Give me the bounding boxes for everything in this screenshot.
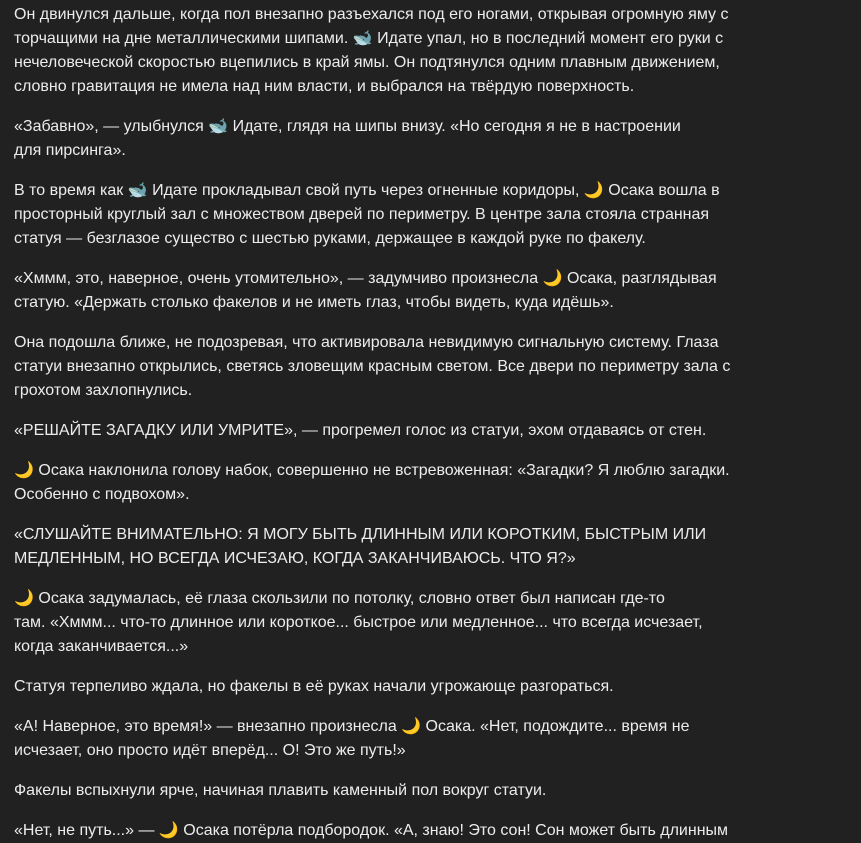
text-line: «Хммм, это, наверное, очень утомительно», — задумчиво произнесла 🌙 Осака, разглядывая <box>14 270 717 287</box>
paragraph <box>14 715 861 763</box>
text-line: «Нет, не путь...» — 🌙 Осака потёрла подбородок. «А, знаю! Это сон! Сон может быть длинным <box>14 822 729 839</box>
paragraph <box>14 419 861 443</box>
text-line: «А! Наверное, это время!» — внезапно произнесла 🌙 Осака. «Нет, подождите... время не <box>14 718 690 735</box>
text-line: статуя — безглазое существо с шестью руками, держащее в каждой руке по факелу. <box>14 230 646 247</box>
text-line: «РЕШАЙТЕ ЗАГАДКУ ИЛИ УМРИТЕ», — прогремел голос из статуи, эхом отдаваясь от стен. <box>14 422 707 439</box>
text-line: Статуя терпеливо ждала, но факелы в её руках начали угрожающе разгораться. <box>14 678 614 695</box>
text-line: Особенно с подвохом». <box>14 486 190 503</box>
text-line: 🌙 Осака наклонила голову набок, совершенно не встревоженная: «Загадки? Я люблю загадки. <box>14 462 730 479</box>
paragraph <box>14 267 861 315</box>
text-line: торчащими на дне металлическими шипами. 🐋 Идате упал, но в последний момент его руки с <box>14 30 724 47</box>
text-line: Факелы вспыхнули ярче, начиная плавить каменный пол вокруг статуи. <box>14 782 547 799</box>
text-line: исчезает, оно просто идёт вперёд... О! Это же путь!» <box>14 742 406 759</box>
text-line: нечеловеческой скоростью вцепились в край ямы. Он подтянулся одним плавным движением, <box>14 54 720 71</box>
paragraph <box>14 115 861 163</box>
paragraph <box>14 331 861 403</box>
text-line: когда заканчивается...» <box>14 638 189 655</box>
text-line: для пирсинга». <box>14 142 126 159</box>
text-line: там. «Хммм... что-то длинное или короткое... быстрое или медленное... что всегда исчезает, <box>14 614 703 631</box>
paragraph <box>14 523 861 571</box>
paragraph <box>14 179 861 251</box>
paragraph <box>14 587 861 659</box>
text-line: грохотом захлопнулись. <box>14 382 193 399</box>
paragraph <box>14 459 861 507</box>
text-line: В то время как 🐋 Идате прокладывал свой путь через огненные коридоры, 🌙 Осака вошла в <box>14 182 720 199</box>
text-line: статую. «Держать столько факелов и не иметь глаз, чтобы видеть, куда идёшь». <box>14 294 614 311</box>
text-line: статуи внезапно открылись, светясь зловещим красным светом. Все двери по периметру зала с <box>14 358 731 375</box>
text-line: МЕДЛЕННЫМ, НО ВСЕГДА ИСЧЕЗАЮ, КОГДА ЗАКАНЧИВАЮСЬ. ЧТО Я?» <box>14 550 576 567</box>
text-line: «СЛУШАЙТЕ ВНИМАТЕЛЬНО: Я МОГУ БЫТЬ ДЛИННЫМ ИЛИ КОРОТКИМ, БЫСТРЫМ ИЛИ <box>14 526 707 543</box>
text-line: «Забавно», — улыбнулся 🐋 Идате, глядя на шипы внизу. «Но сегодня я не в настроении <box>14 118 681 135</box>
paragraph <box>14 3 861 99</box>
text-line: Он двинулся дальше, когда пол внезапно разъехался под его ногами, открывая огромную яму с <box>14 6 729 23</box>
text-line: Она подошла ближе, не подозревая, что активировала невидимую сигнальную систему. Глаза <box>14 334 719 351</box>
text-line: просторный круглый зал с множеством дверей по периметру. В центре зала стояла странная <box>14 206 710 223</box>
paragraph <box>14 675 861 699</box>
text-line: 🌙 Осака задумалась, её глаза скользили по потолку, словно ответ был написан где-то <box>14 590 665 607</box>
text-line: словно гравитация не имела над ним власти, и выбрался на твёрдую поверхность. <box>14 78 635 95</box>
paragraph <box>14 819 861 843</box>
paragraph <box>14 779 861 803</box>
